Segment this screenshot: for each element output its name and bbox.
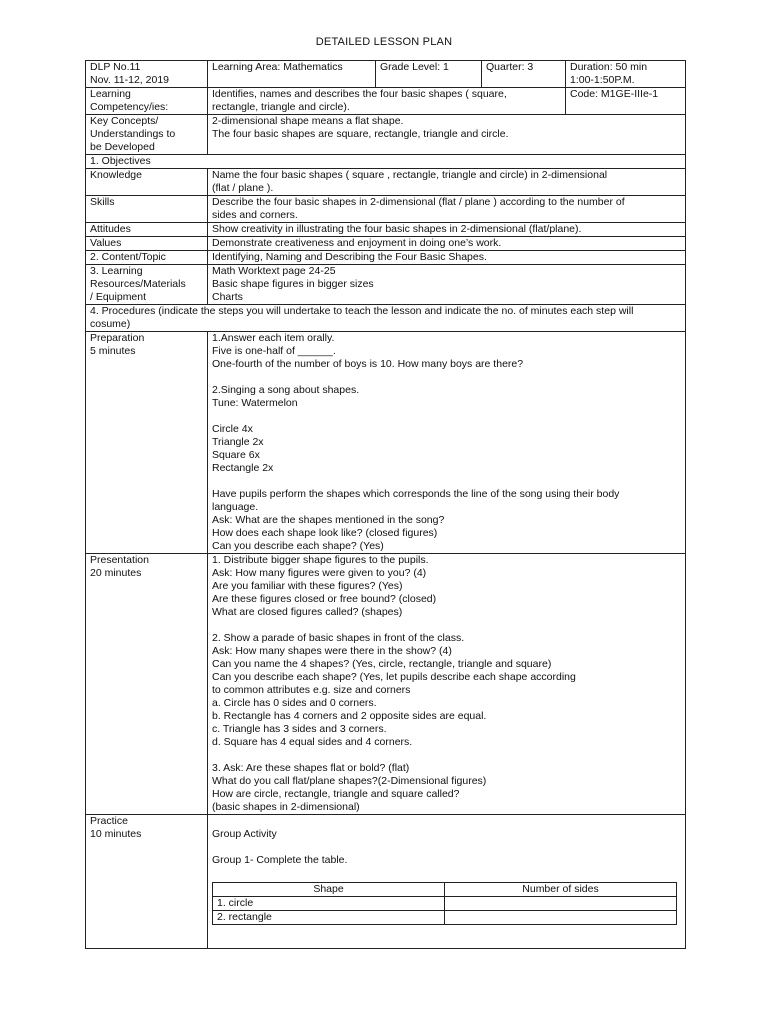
table-row	[213, 897, 677, 911]
objectives-heading: 1. Objectives	[86, 155, 686, 169]
knowledge-label: Knowledge	[86, 169, 208, 196]
competency-row	[86, 88, 686, 115]
values-text: Demonstrate creativeness and enjoyment in doing one’s work.	[208, 237, 686, 251]
key-concepts-label: Key Concepts/ Understandings to be Developed	[86, 115, 208, 155]
document-title: DETAILED LESSON PLAN	[315, 36, 453, 48]
knowledge-text: Name the four basic shapes ( square , rectangle, triangle and circle) in 2-dimensional (flat / plane ).	[208, 169, 686, 196]
procedures-heading-row	[86, 305, 686, 332]
practice-table	[212, 882, 677, 925]
lesson-plan-table	[85, 60, 686, 949]
content-text: Identifying, Naming and Describing the Four Basic Shapes.	[208, 251, 686, 265]
presentation-row	[86, 554, 686, 815]
skills-row	[86, 196, 686, 223]
learning-area: Learning Area: Mathematics	[208, 61, 376, 88]
competency-text: Identifies, names and describes the four basic shapes ( square, rectangle, triangle and circle).	[208, 88, 566, 115]
presentation-label: Presentation 20 minutes	[86, 554, 208, 815]
presentation-text: 1. Distribute bigger shape figures to the pupils. Ask: How many figures were given to you? (4) Are you familiar with these figures? (Yes) Are these figures closed or free bound? (closed) What are closed figures called? (shapes) 2. Show a parade of basic shapes in front of the class. Ask: How many shapes were there in the show? (4) Can you name the 4 shapes? (Yes, circle, rectangle, triangle and square) Can you describe each shape? (Yes, let pupils describe each shape according to common attributes e.g. size and corners a. Circle has 0 sides and 0 corners. b. Rectangle has 4 corners and 2 opposite sides are equal. c. Triangle has 3 sides and 3 corners. d. Square has 4 equal sides and 4 corners. 3. Ask: Are these shapes flat or bold? (flat) What do you call flat/plane shapes?(2-Dimensional figures) How are circle, rectangle, triangle and square called? (basic shapes in 2-dimensional)	[208, 554, 686, 815]
key-concepts-row	[86, 115, 686, 155]
header-row	[86, 61, 686, 88]
attitudes-row	[86, 223, 686, 237]
table-row	[213, 911, 677, 925]
practice-row1-sides[interactable]	[445, 897, 677, 911]
skills-text: Describe the four basic shapes in 2-dimensional (flat / plane ) according to the number of sides and corners.	[208, 196, 686, 223]
preparation-text: 1.Answer each item orally. Five is one-half of ______. One-fourth of the number of boys is 10. How many boys are there? 2.Singing a song about shapes. Tune: Watermelon Circle 4x Triangle 2x Square 6x Rectangle 2x Have pupils perform the shapes which corresponds the line of the song using their body language. Ask: What are the shapes mentioned in the song? How does each shape look like? (closed figures) Can you describe each shape? (Yes)	[208, 332, 686, 554]
values-row	[86, 237, 686, 251]
content-label: 2. Content/Topic	[86, 251, 208, 265]
practice-text: Group Activity Group 1- Complete the table.	[212, 828, 348, 866]
skills-label: Skills	[86, 196, 208, 223]
preparation-label: Preparation 5 minutes	[86, 332, 208, 554]
practice-col-sides: Number of sides	[445, 883, 677, 897]
practice-row1-shape: 1. circle	[213, 897, 445, 911]
knowledge-row	[86, 169, 686, 196]
values-label: Values	[86, 237, 208, 251]
attitudes-label: Attitudes	[86, 223, 208, 237]
attitudes-text: Show creativity in illustrating the four basic shapes in 2-dimensional (flat/plane).	[208, 223, 686, 237]
quarter: Quarter: 3	[482, 61, 566, 88]
preparation-row	[86, 332, 686, 554]
practice-cell	[208, 815, 686, 949]
grade-level: Grade Level: 1	[376, 61, 482, 88]
practice-label: Practice 10 minutes	[86, 815, 208, 949]
practice-table-header	[213, 883, 677, 897]
content-row	[86, 251, 686, 265]
resources-row	[86, 265, 686, 305]
practice-row2-shape: 2. rectangle	[213, 911, 445, 925]
procedures-heading: 4. Procedures (indicate the steps you will undertake to teach the lesson and indicate the no. of minutes each step will cosume)	[86, 305, 686, 332]
practice-row2-sides[interactable]	[445, 911, 677, 925]
competency-label: Learning Competency/ies:	[86, 88, 208, 115]
resources-text: Math Worktext page 24-25 Basic shape figures in bigger sizes Charts	[208, 265, 686, 305]
duration: Duration: 50 min 1:00-1:50P.M.	[566, 61, 686, 88]
dlp-number: DLP No.11 Nov. 11-12, 2019	[86, 61, 208, 88]
practice-row	[86, 815, 686, 949]
objectives-heading-row	[86, 155, 686, 169]
resources-label: 3. Learning Resources/Materials / Equipment	[86, 265, 208, 305]
practice-col-shape: Shape	[213, 883, 445, 897]
competency-code: Code: M1GE-IIIe-1	[566, 88, 686, 115]
key-concepts-text: 2-dimensional shape means a flat shape. The four basic shapes are square, rectangle, triangle and circle.	[208, 115, 686, 155]
